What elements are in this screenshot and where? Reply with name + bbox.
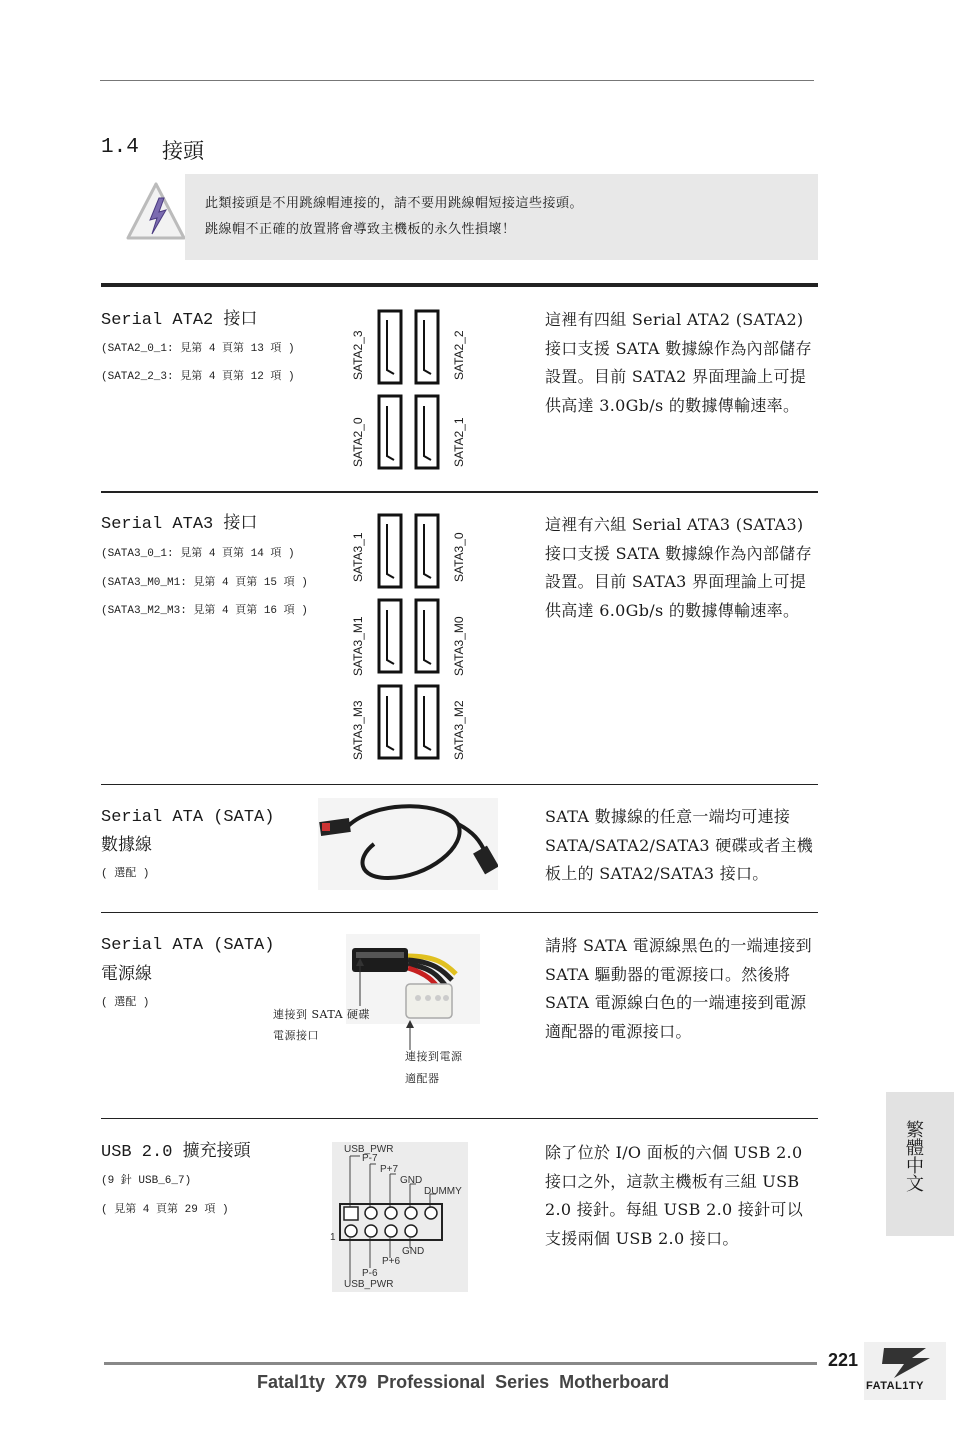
usb-pin-usb-pwr-top: USB_PWR (344, 1144, 394, 1155)
sata3-description: 這裡有六組 Serial ATA3 (SATA3) 接口支援 SATA 數據線作為內部儲存設置。目前 SATA3 界面理論上可提供高達 6.0Gb/s 的數據傳輸速率。 (545, 515, 812, 620)
section-title: 接頭 (162, 139, 204, 163)
sata2-label-3: SATA2_3 (351, 330, 365, 380)
power-title-1: Serial ATA (SATA) (101, 936, 275, 955)
sata2-description: 這裡有四組 Serial ATA2 (SATA2) 接口支援 SATA 數據線作為內部儲存設置。目前 SATA2 界面理論上可提供高達 3.0Gb/s 的數據傳輸速率。 (545, 310, 812, 415)
sata2-sub-2: (SATA2_2_3: 見第 4 頁第 12 項 ) (101, 371, 295, 383)
usb-sub-1: (9 針 USB_6_7) (101, 1175, 192, 1187)
usb-pin-1-label: 1 (330, 1232, 336, 1243)
warning-line-1: 此類接頭是不用跳線帽連接的，請不要用跳線帽短接這些接頭。 (205, 196, 584, 211)
section-number: 1.4 (101, 136, 139, 159)
sata2-title: Serial ATA2 接口 (101, 311, 258, 330)
sata3-label-m2: SATA3_M2 (452, 700, 466, 760)
section-divider-thick (101, 283, 818, 287)
callout-arrow-1 (355, 958, 365, 1006)
warning-box (185, 174, 818, 260)
usb-pin-p-plus-7: P+7 (380, 1164, 399, 1175)
callout-arrow-2 (405, 1020, 415, 1050)
sata3-connector-diagram (376, 512, 442, 764)
usb-description: 除了位於 I/O 面板的六個 USB 2.0 接口之外，這款主機板有三組 USB 2.0 接針。每組 USB 2.0 接針可以支援兩個 USB 2.0 接口。 (545, 1143, 804, 1248)
usb-pin-gnd-top: GND (400, 1175, 423, 1186)
cable-title-2: 數據線 (101, 837, 152, 856)
callout-2-line-1: 連接到電源 (405, 1050, 463, 1063)
sata3-sub-1: (SATA3_0_1: 見第 4 頁第 14 項 ) (101, 548, 295, 560)
callout-1-line-2: 電源接口 (273, 1029, 319, 1042)
sata2-label-1: SATA2_1 (452, 417, 466, 467)
footer-title: Fatal1ty X79 Professional Series Motherboard (257, 1372, 670, 1392)
sata2-label-2: SATA2_2 (452, 330, 466, 380)
language-side-tab (886, 1092, 954, 1236)
divider-4 (101, 1118, 818, 1119)
sata2-sub-1: (SATA2_0_1: 見第 4 頁第 13 項 ) (101, 343, 295, 355)
sata-cable-image (318, 798, 498, 890)
sata3-sub-2: (SATA3_M0_M1: 見第 4 頁第 15 項 ) (101, 577, 308, 589)
usb-pin-p-plus-6: P+6 (382, 1256, 401, 1267)
divider-3 (101, 912, 818, 913)
footer-rule (104, 1362, 817, 1365)
cable-description: SATA 數據線的任意一端均可連接 SATA/SATA2/SATA3 硬碟或者主機板上的 SATA2/SATA3 接口。 (545, 807, 814, 884)
power-description: 請將 SATA 電源線黑色的一端連接到 SATA 驅動器的電源接口。然後將 SATA 電源線白色的一端連接到電源適配器的電源接口。 (545, 936, 812, 1041)
footer-page-number: 221 (828, 1350, 859, 1370)
usb-sub-2: ( 見第 4 頁第 29 項 ) (101, 1204, 229, 1216)
sata2-connector-diagram (376, 308, 442, 474)
usb-pin-gnd-bottom: GND (402, 1246, 425, 1257)
usb-pin-dummy: DUMMY (424, 1186, 462, 1197)
sata3-label-0: SATA3_0 (452, 532, 466, 582)
warning-line-2: 跳線帽不正確的放置將會導致主機板的永久性損壞！ (205, 222, 516, 237)
fatal1ty-logo-text: FATAL1TY (866, 1380, 924, 1392)
sata3-sub-3: (SATA3_M2_M3: 見第 4 頁第 16 項 ) (101, 605, 308, 617)
usb-pin-usb-pwr-bottom: USB_PWR (344, 1279, 394, 1290)
callout-1-line-1: 連接到 SATA 硬碟 (273, 1008, 371, 1021)
warning-icon (124, 180, 188, 244)
callout-2-line-2: 適配器 (405, 1072, 440, 1085)
usb-header-diagram (332, 1142, 468, 1292)
divider-1 (101, 491, 818, 493)
sata2-label-0: SATA2_0 (351, 417, 365, 467)
language-side-tab-label: 繁體中文 (903, 1120, 924, 1192)
sata3-label-m0: SATA3_M0 (452, 616, 466, 676)
cable-sub: ( 選配 ) (101, 868, 150, 880)
sata3-label-1: SATA3_1 (351, 532, 365, 582)
usb-title: USB 2.0 擴充接頭 (101, 1143, 251, 1162)
sata3-label-m1: SATA3_M1 (351, 616, 365, 676)
power-title-2: 電源線 (101, 966, 152, 985)
divider-2 (101, 784, 818, 785)
fatal1ty-logo (864, 1342, 946, 1400)
cable-title-1: Serial ATA (SATA) (101, 808, 275, 827)
usb-pin-p-7: P-7 (362, 1153, 378, 1164)
power-sub: ( 選配 ) (101, 997, 150, 1009)
usb-pin-p-6: P-6 (362, 1268, 378, 1279)
sata3-title: Serial ATA3 接口 (101, 515, 258, 534)
top-rule (100, 80, 814, 81)
sata3-label-m3: SATA3_M3 (351, 700, 365, 760)
